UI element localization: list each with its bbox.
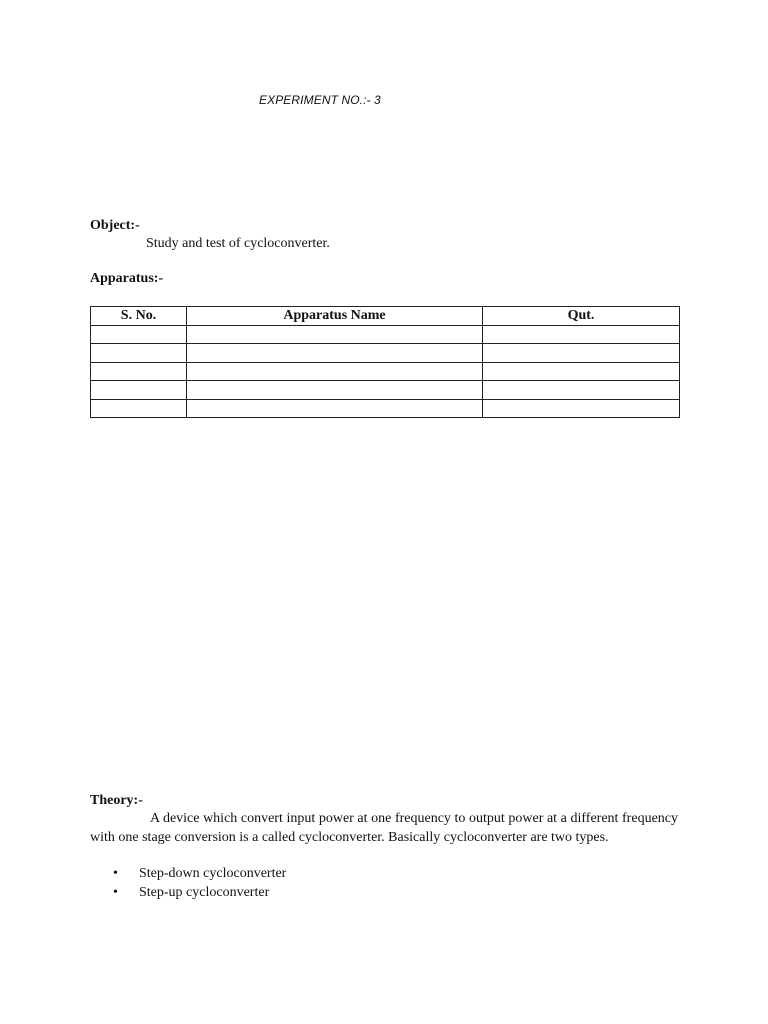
apparatus-heading: Apparatus:- <box>90 271 164 286</box>
table-cell-apparatus-name <box>187 325 483 344</box>
table-row <box>91 362 680 381</box>
table-row <box>91 344 680 363</box>
table-cell-apparatus-name <box>187 362 483 381</box>
table-cell-qut <box>483 381 680 400</box>
table-cell-apparatus-name <box>187 381 483 400</box>
list-item <box>90 864 286 883</box>
table-cell-sno <box>91 344 187 363</box>
cycloconverter-types-list <box>90 864 286 902</box>
object-heading: Object:- <box>90 218 140 233</box>
table-row <box>91 381 680 400</box>
list-item-text: Step-up cycloconverter <box>139 885 270 900</box>
table-row <box>91 399 680 418</box>
table-cell-sno <box>91 325 187 344</box>
table-cell-sno <box>91 381 187 400</box>
list-item-text: Step-down cycloconverter <box>139 866 287 881</box>
object-text: Study and test of cycloconverter. <box>146 236 330 251</box>
table-cell-qut <box>483 325 680 344</box>
table-cell-qut <box>483 344 680 363</box>
table-cell-sno <box>91 362 187 381</box>
column-header-sno: S. No. <box>91 307 187 326</box>
table-cell-apparatus-name <box>187 344 483 363</box>
apparatus-table <box>90 306 680 418</box>
theory-paragraph: A device which convert input power at one frequency to output power at a different frequency with one stage conversion is a called cycloconverter. Basically cycloconverter are two types. <box>90 811 678 845</box>
table-row <box>91 325 680 344</box>
table-cell-qut <box>483 362 680 381</box>
table-cell-qut <box>483 399 680 418</box>
table-cell-apparatus-name <box>187 399 483 418</box>
table-header-row <box>91 307 680 326</box>
theory-heading: Theory:- <box>90 793 143 808</box>
bullet-icon: • <box>113 885 118 900</box>
list-item <box>90 883 286 902</box>
column-header-apparatus-name: Apparatus Name <box>187 307 483 326</box>
table-cell-sno <box>91 399 187 418</box>
bullet-icon: • <box>113 866 118 881</box>
column-header-qut: Qut. <box>483 307 680 326</box>
experiment-title: EXPERIMENT NO.:- 3 <box>259 93 381 107</box>
